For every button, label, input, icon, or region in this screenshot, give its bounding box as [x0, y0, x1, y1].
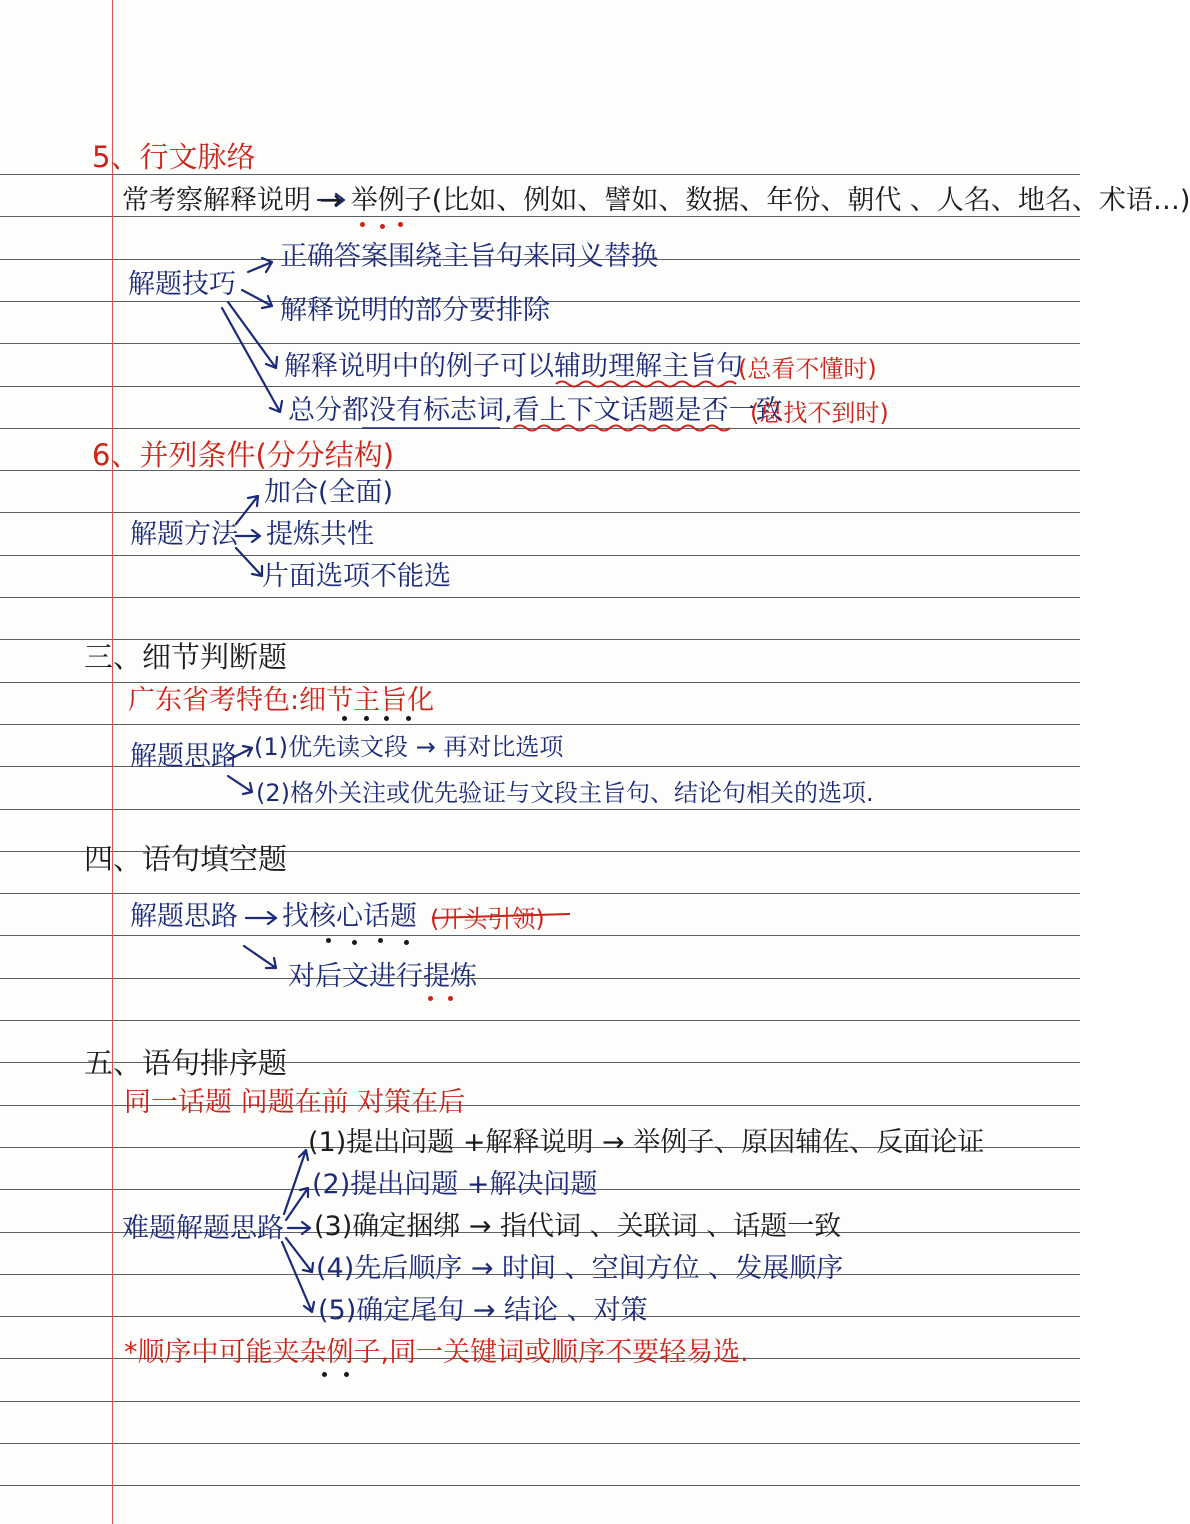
section-6-heading: 6、并列条件(分分结构)	[92, 438, 395, 472]
section-3-note: 广东省考特色:细节主旨化	[128, 685, 435, 716]
section-3-branch-2: (2)格外关注或优先验证与文段主旨句、结论句相关的选项.	[256, 779, 874, 807]
arrow-icon	[286, 1238, 313, 1272]
ruled-line	[0, 512, 1080, 513]
emphasis-dot	[378, 938, 383, 943]
emphasis-dot	[406, 716, 411, 721]
arrow-icon	[236, 496, 258, 524]
arrow-icon	[248, 258, 272, 272]
arrow-icon	[284, 1150, 308, 1214]
arrow-icon	[282, 1242, 314, 1312]
emphasis-dot	[428, 996, 433, 1001]
section-5-branch-4-note: (总找不到时)	[750, 399, 889, 427]
section-5-branch-3: 解释说明中的例子可以辅助理解主旨句	[284, 351, 743, 382]
arrow-icon	[286, 1188, 308, 1220]
ruled-line	[0, 1020, 1080, 1021]
emphasis-dot	[398, 222, 403, 227]
section-5-line-1: 常考察解释说明 → 举例子(比如、例如、譬如、数据、年份、朝代 、人名、地名、术语…)	[122, 185, 1190, 216]
ruled-line	[0, 386, 1080, 387]
emphasis-dot	[352, 940, 357, 945]
section-3-label: 解题思路	[130, 741, 238, 772]
arrow-icon	[246, 912, 276, 924]
section-3-heading: 三、细节判断题	[84, 640, 288, 674]
arrow-icon	[228, 776, 252, 794]
section-5b-branch-3: (3)确定捆绑 → 指代词 、关联词 、话题一致	[314, 1211, 842, 1242]
emphasis-dot	[326, 938, 331, 943]
section-4-label: 解题思路	[130, 901, 238, 932]
emphasis-dot	[380, 224, 385, 229]
emphasis-dot	[344, 1372, 349, 1377]
section-4-branch-2: 对后文进行提炼	[288, 961, 477, 992]
emphasis-dot	[384, 716, 389, 721]
section-6-label: 解题方法	[130, 519, 238, 550]
section-6-branch-3: 片面选项不能选	[262, 561, 451, 592]
emphasis-dot	[364, 716, 369, 721]
section-5-branch-4: 总分都没有标志词,看上下文话题是否一致	[288, 395, 783, 426]
ruled-line	[0, 428, 1080, 429]
ruled-line	[0, 1485, 1080, 1486]
section-4-branch-1: 找核心话题	[282, 901, 417, 932]
section-6-branch-1: 加合(全面)	[264, 477, 394, 508]
ruled-line	[0, 893, 1080, 894]
arrow-icon	[236, 548, 262, 576]
section-5b-branch-4: (4)先后顺序 → 时间 、空间方位 、发展顺序	[316, 1253, 844, 1284]
section-5b-branch-2: (2)提出问题 +解决问题	[312, 1169, 598, 1200]
emphasis-dot	[448, 996, 453, 1001]
section-5b-branch-5: (5)确定尾句 → 结论 、对策	[318, 1295, 648, 1326]
emphasis-dot	[404, 940, 409, 945]
ruled-line	[0, 597, 1080, 598]
section-5-label: 解题技巧	[128, 269, 236, 300]
section-5b-heading: 五、语句排序题	[84, 1046, 288, 1080]
section-5b-branch-1: (1)提出问题 +解释说明 → 举例子、原因辅佐、反面论证	[308, 1127, 985, 1158]
section-5b-note: 同一话题 问题在前 对策在后	[124, 1087, 466, 1118]
emphasis-dot	[322, 1372, 327, 1377]
ruled-line	[0, 978, 1080, 979]
ruled-line	[0, 1401, 1080, 1402]
section-5b-footnote: *顺序中可能夹杂例子,同一关键词或顺序不要轻易选.	[124, 1337, 749, 1368]
section-5-branch-2: 解释说明的部分要排除	[280, 295, 550, 326]
arrow-icon	[236, 530, 260, 542]
ruled-line	[0, 555, 1080, 556]
ruled-line	[0, 682, 1080, 683]
ruled-line	[0, 343, 1080, 344]
section-4-heading: 四、语句填空题	[84, 842, 288, 876]
arrow-icon	[228, 302, 277, 368]
margin-line	[112, 0, 113, 1524]
section-5-branch-1: 正确答案围绕主旨句来同义替换	[280, 241, 658, 272]
ruled-line	[0, 174, 1080, 175]
ruled-line	[0, 1443, 1080, 1444]
section-6-branch-2: 提炼共性	[266, 519, 374, 550]
section-5b-label: 难题解题思路	[122, 1213, 284, 1244]
ruled-line	[0, 724, 1080, 725]
section-5-branch-3-note: (总看不懂时)	[738, 355, 877, 383]
emphasis-dot	[360, 222, 365, 227]
arrow-icon	[222, 308, 282, 412]
arrow-icon	[242, 290, 272, 308]
arrow-icon	[244, 946, 276, 968]
section-4-branch-1-note: (开头引领)	[430, 905, 545, 933]
emphasis-dot	[342, 716, 347, 721]
section-3-branch-1: (1)优先读文段 → 再对比选项	[254, 733, 564, 761]
section-5-heading: 5、行文脉络	[92, 140, 256, 174]
